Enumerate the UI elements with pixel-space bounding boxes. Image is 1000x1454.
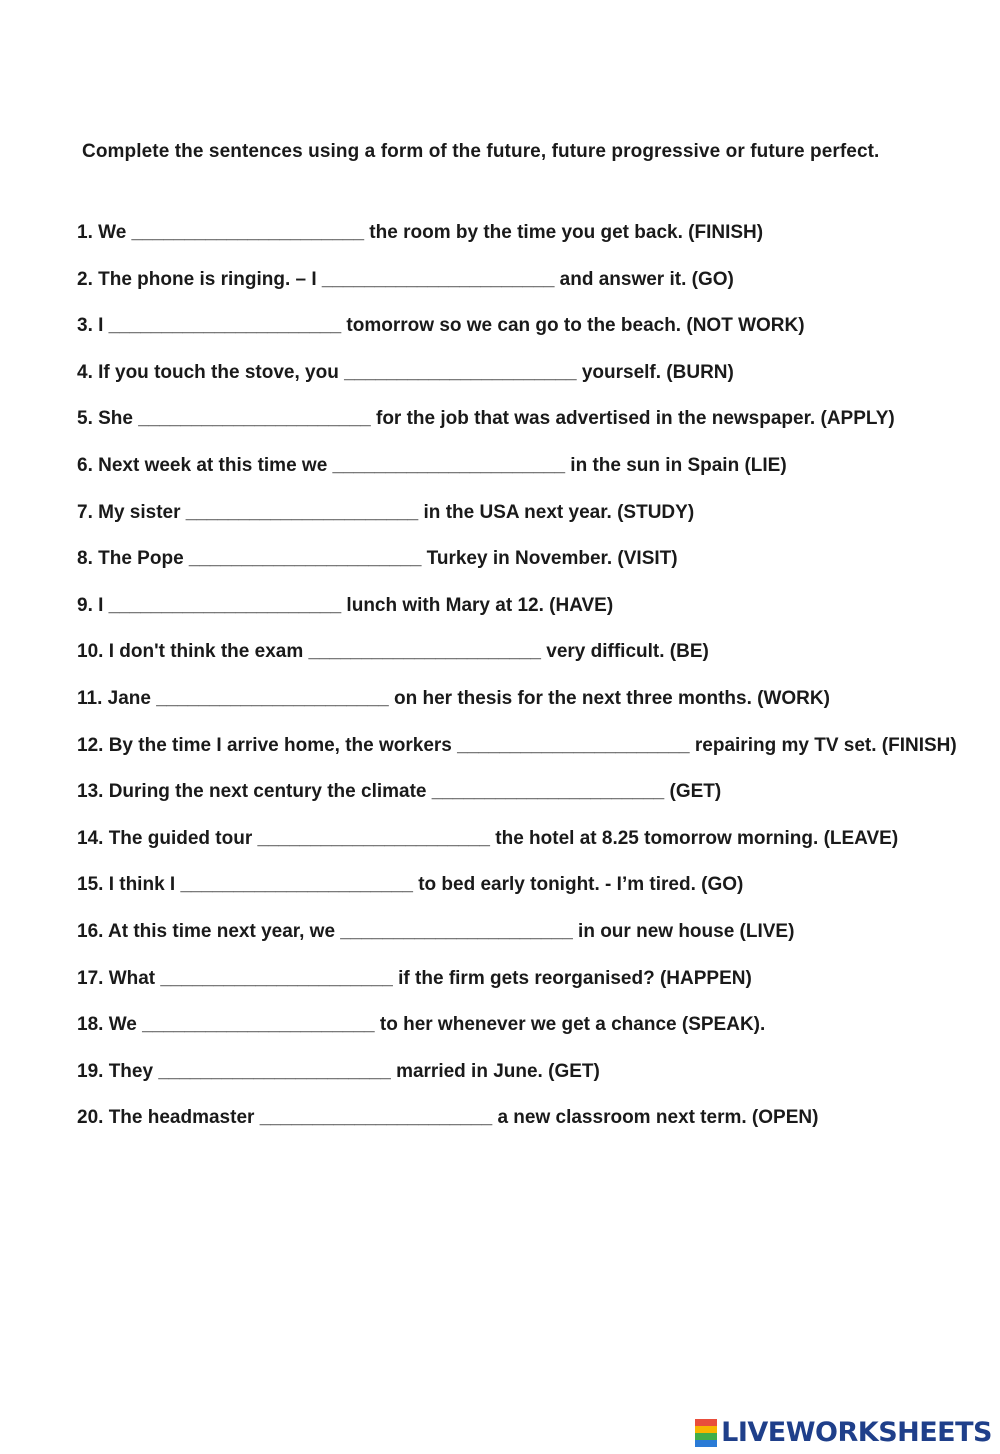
logo-stripe xyxy=(695,1440,717,1447)
exercise-item-19: 19. They ______________________ married in June. (GET) xyxy=(77,1060,600,1082)
liveworksheets-logo-icon xyxy=(695,1419,717,1447)
exercise-item-20: 20. The headmaster ______________________ a new classroom next term. (OPEN) xyxy=(77,1107,819,1129)
exercise-item-16: 16. At this time next year, we ______________________ in our new house (LIVE) xyxy=(77,920,795,942)
exercise-item-14: 14. The guided tour ______________________ the hotel at 8.25 tomorrow morning. (LEAVE) xyxy=(77,827,899,849)
exercise-item-18: 18. We ______________________ to her whenever we get a chance (SPEAK). xyxy=(77,1014,766,1036)
exercise-item-4: 4. If you touch the stove, you ______________________ yourself. (BURN) xyxy=(77,361,734,383)
instructions-heading: Complete the sentences using a form of the future, future progressive or future perfect. xyxy=(82,141,880,162)
exercise-item-5: 5. She ______________________ for the job that was advertised in the newspaper. (APPLY) xyxy=(77,408,895,430)
logo-stripe xyxy=(695,1419,717,1426)
exercise-item-17: 17. What ______________________ if the firm gets reorganised? (HAPPEN) xyxy=(77,967,752,989)
exercise-item-13: 13. During the next century the climate ______________________ (GET) xyxy=(77,781,722,803)
exercise-item-15: 15. I think I ______________________ to bed early tonight. - I’m tired. (GO) xyxy=(77,874,744,896)
exercise-item-7: 7. My sister ______________________ in the USA next year. (STUDY) xyxy=(77,501,695,523)
liveworksheets-brand[interactable] xyxy=(695,1417,992,1448)
exercise-item-10: 10. I don't think the exam ______________________ very difficult. (BE) xyxy=(77,641,709,663)
exercise-item-2: 2. The phone is ringing. – I ______________________ and answer it. (GO) xyxy=(77,268,734,290)
exercise-list xyxy=(77,219,957,1151)
exercise-item-1: 1. We ______________________ the room by the time you get back. (FINISH) xyxy=(77,222,764,243)
exercise-item-8: 8. The Pope ______________________ Turkey in November. (VISIT) xyxy=(77,548,678,570)
logo-stripe xyxy=(695,1433,717,1440)
exercise-item-3: 3. I ______________________ tomorrow so we can go to the beach. (NOT WORK) xyxy=(77,315,805,337)
exercise-item-11: 11. Jane ______________________ on her thesis for the next three months. (WORK) xyxy=(77,687,830,709)
brand-name: LIVEWORKSHEETS xyxy=(721,1417,992,1448)
logo-stripe xyxy=(695,1426,717,1433)
exercise-item-9: 9. I ______________________ lunch with Mary at 12. (HAVE) xyxy=(77,594,614,616)
exercise-item-6: 6. Next week at this time we ______________________ in the sun in Spain (LIE) xyxy=(77,454,787,476)
exercise-item-12: 12. By the time I arrive home, the workers ______________________ repairing my TV set. (FINISH) xyxy=(77,734,957,756)
